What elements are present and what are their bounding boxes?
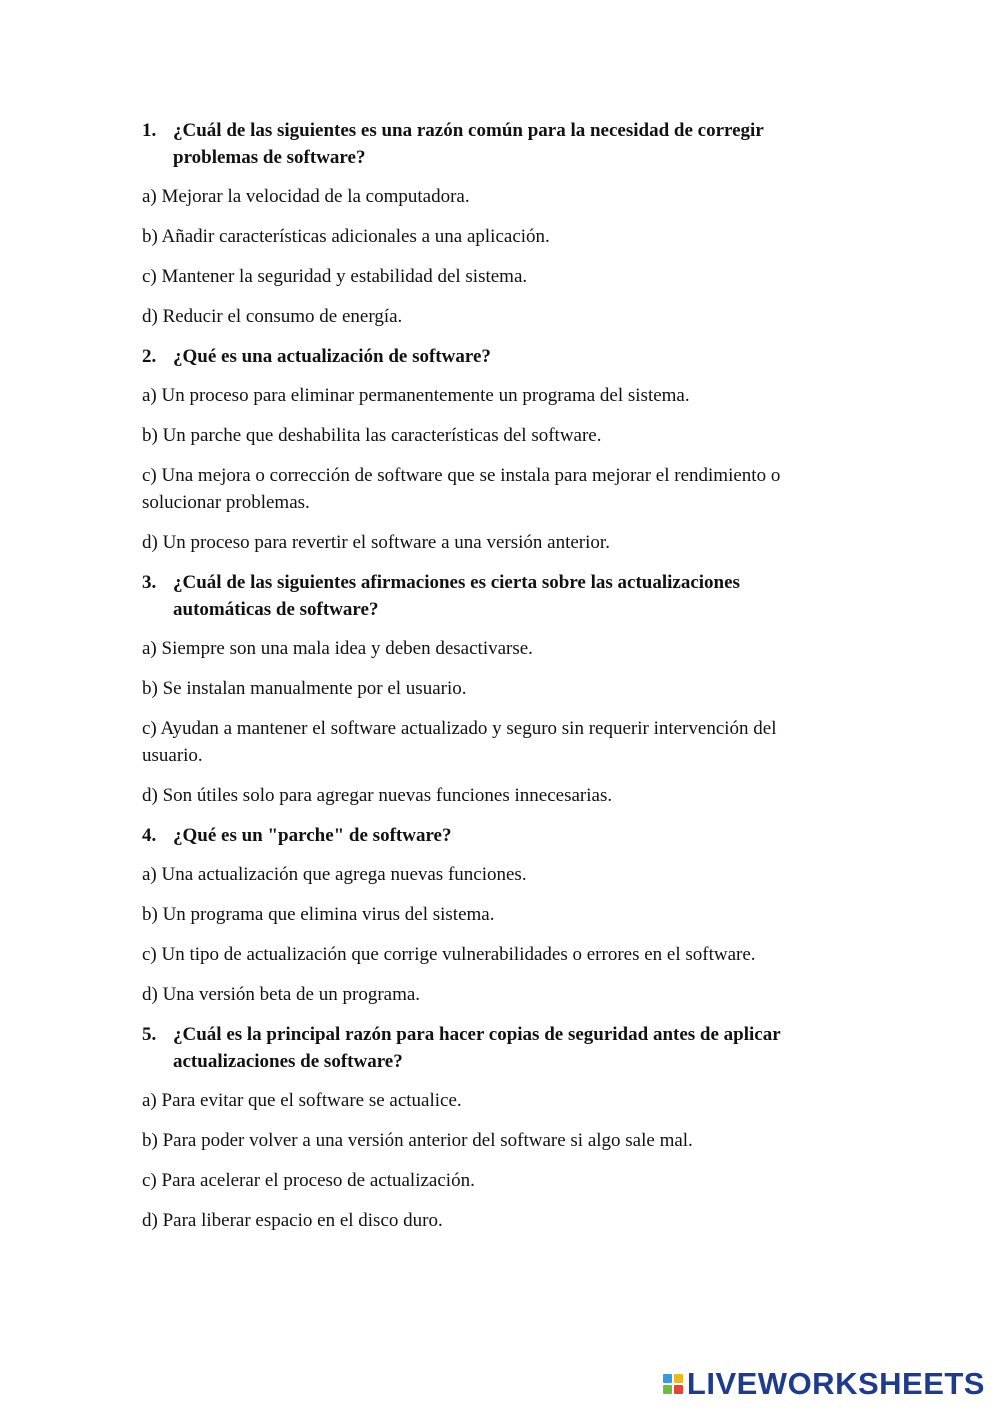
answer-option-b[interactable]: b) Se instalan manualmente por el usuario. [142, 678, 467, 699]
answer-option-c[interactable]: c) Un tipo de actualización que corrige vulnerabilidades o errores en el software. [142, 944, 756, 965]
question-block-4 [142, 822, 832, 1008]
logo-square-2 [674, 1374, 683, 1383]
question-heading [142, 117, 832, 171]
worksheet-content [142, 117, 832, 1247]
logo-square-1 [663, 1374, 672, 1383]
logo-square-3 [663, 1385, 672, 1394]
question-number: 4. [142, 825, 157, 846]
answer-option-a[interactable]: a) Siempre son una mala idea y deben desactivarse. [142, 638, 533, 659]
question-heading [142, 569, 832, 623]
question-text: ¿Cuál es la principal razón para hacer copias de seguridad antes de aplicar actualizaciones de software? [173, 1024, 781, 1072]
logo-squares-icon [663, 1374, 683, 1394]
answer-option-a[interactable]: a) Para evitar que el software se actualice. [142, 1090, 462, 1111]
answer-option-a[interactable]: a) Mejorar la velocidad de la computadora. [142, 186, 470, 207]
logo-text: LIVEWORKSHEETS [686, 1366, 985, 1401]
answer-option-d[interactable]: d) Una versión beta de un programa. [142, 984, 421, 1005]
answer-option-c[interactable]: c) Una mejora o corrección de software que se instala para mejorar el rendimiento o solucionar problemas. [142, 465, 781, 513]
answer-option-c[interactable]: c) Ayudan a mantener el software actualizado y seguro sin requerir intervención del usuario. [142, 718, 777, 766]
answer-option-c[interactable]: c) Mantener la seguridad y estabilidad del sistema. [142, 266, 528, 287]
answer-option-a[interactable]: a) Un proceso para eliminar permanentemente un programa del sistema. [142, 385, 690, 406]
liveworksheets-logo[interactable] [663, 1367, 985, 1401]
question-block-3 [142, 569, 832, 809]
question-heading [142, 822, 832, 849]
answer-option-c[interactable]: c) Para acelerar el proceso de actualización. [142, 1170, 475, 1191]
question-text: ¿Cuál de las siguientes afirmaciones es cierta sobre las actualizaciones automáticas de software? [173, 572, 740, 620]
question-number: 1. [142, 120, 157, 141]
question-block-5 [142, 1021, 832, 1234]
answer-option-d[interactable]: d) Reducir el consumo de energía. [142, 306, 403, 327]
answer-option-b[interactable]: b) Un programa que elimina virus del sistema. [142, 904, 495, 925]
question-block-1 [142, 117, 832, 330]
question-number: 3. [142, 572, 157, 593]
answer-option-d[interactable]: d) Un proceso para revertir el software a una versión anterior. [142, 532, 610, 553]
question-text: ¿Qué es una actualización de software? [173, 346, 491, 367]
answer-option-d[interactable]: d) Para liberar espacio en el disco duro. [142, 1210, 443, 1231]
answer-option-d[interactable]: d) Son útiles solo para agregar nuevas funciones innecesarias. [142, 785, 613, 806]
logo-square-4 [674, 1385, 683, 1394]
question-number: 2. [142, 346, 157, 367]
question-block-2 [142, 343, 832, 556]
answer-option-a[interactable]: a) Una actualización que agrega nuevas funciones. [142, 864, 527, 885]
question-heading [142, 343, 832, 370]
answer-option-b[interactable]: b) Para poder volver a una versión anterior del software si algo sale mal. [142, 1130, 693, 1151]
answer-option-b[interactable]: b) Un parche que deshabilita las características del software. [142, 425, 602, 446]
question-text: ¿Cuál de las siguientes es una razón común para la necesidad de corregir problemas de software? [173, 120, 764, 168]
question-heading [142, 1021, 832, 1075]
question-number: 5. [142, 1024, 157, 1045]
question-text: ¿Qué es un "parche" de software? [173, 825, 452, 846]
answer-option-b[interactable]: b) Añadir características adicionales a una aplicación. [142, 226, 550, 247]
